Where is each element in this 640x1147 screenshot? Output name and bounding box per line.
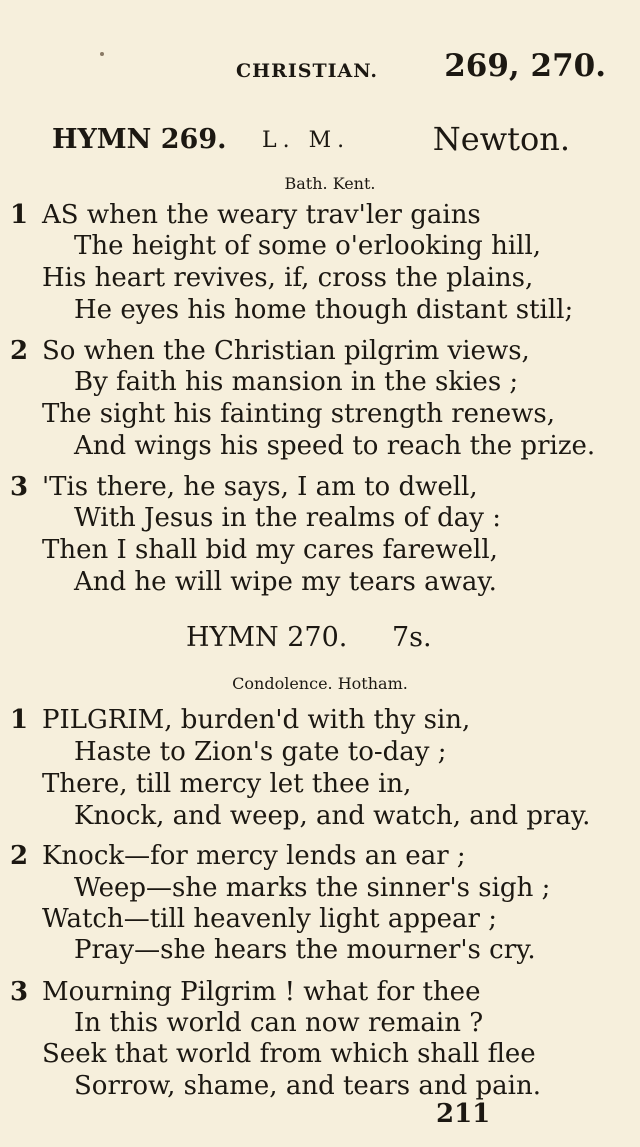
verse-line: Knock—for mercy lends an ear ; xyxy=(42,841,466,871)
hymn-269-meter: L. M. xyxy=(262,128,351,153)
stanza-number: 1 xyxy=(10,705,29,735)
verse-line: Watch—till heavenly light appear ; xyxy=(42,904,497,934)
verse-line: So when the Christian pilgrim views, xyxy=(42,336,530,366)
page-header xyxy=(0,48,640,88)
verse-line: AS when the weary trav'ler gains xyxy=(42,200,481,230)
running-title: CHRISTIAN. xyxy=(236,60,379,82)
verse-line: By faith his mansion in the skies ; xyxy=(74,367,519,397)
hymn-269-label: HYMN 269. xyxy=(52,124,227,155)
stanza-number: 3 xyxy=(10,472,29,502)
hymn-269-heading xyxy=(0,118,640,162)
hymn-270-meter: 7s. xyxy=(392,622,432,653)
hymn-269-tunes: Bath. Kent. xyxy=(284,174,376,193)
stanza-number: 2 xyxy=(10,336,29,366)
verse-line: Knock, and weep, and watch, and pray. xyxy=(74,801,591,831)
verse-line: He eyes his home though distant still; xyxy=(74,295,574,325)
verse-line: PILGRIM, burden'd with thy sin, xyxy=(42,705,471,735)
hymn-270-heading xyxy=(0,618,640,658)
verse-line: And wings his speed to reach the prize. xyxy=(74,431,596,461)
verse-line: Sorrow, shame, and tears and pain. xyxy=(74,1071,541,1101)
stanza-number: 3 xyxy=(10,977,29,1007)
stanza-number: 1 xyxy=(10,200,29,230)
hymn-numbers: 269, 270. xyxy=(444,48,606,84)
verse-line: There, till mercy let thee in, xyxy=(42,769,412,799)
hymn-270-label: HYMN 270. xyxy=(186,622,348,653)
verse-line: In this world can now remain ? xyxy=(74,1008,484,1038)
page-number: 211 xyxy=(436,1099,491,1129)
hymn-269-author: Newton. xyxy=(432,120,570,158)
verse-line: With Jesus in the realms of day : xyxy=(74,503,502,533)
verse-line: His heart revives, if, cross the plains, xyxy=(42,263,534,293)
verse-line: Mourning Pilgrim ! what for thee xyxy=(42,977,481,1007)
verse-line: The sight his fainting strength renews, xyxy=(42,399,556,429)
verse-line: Seek that world from which shall flee xyxy=(42,1039,536,1069)
verse-line: Then I shall bid my cares farewell, xyxy=(42,535,498,565)
verse-line: 'Tis there, he says, I am to dwell, xyxy=(42,472,478,502)
verse-line: Pray—she hears the mourner's cry. xyxy=(74,935,536,965)
stanza-number: 2 xyxy=(10,841,29,871)
verse-line: Haste to Zion's gate to-day ; xyxy=(74,737,447,767)
verse-line: Weep—she marks the sinner's sigh ; xyxy=(74,873,551,903)
verse-line: And he will wipe my tears away. xyxy=(74,567,497,597)
verse-line: The height of some o'erlooking hill, xyxy=(74,231,542,261)
hymn-270-tunes: Condolence. Hotham. xyxy=(232,674,408,693)
